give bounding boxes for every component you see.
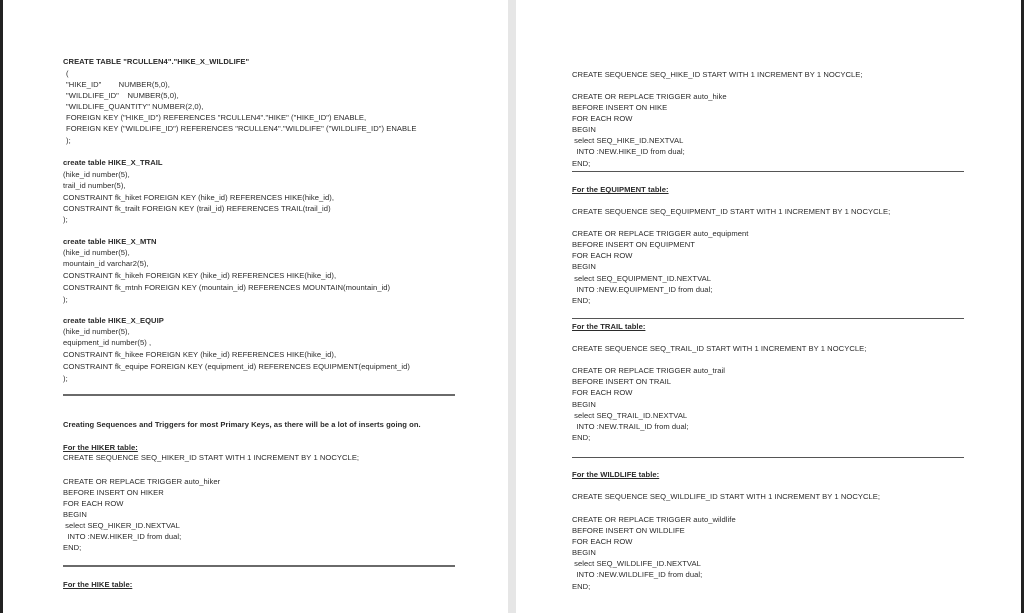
code-line: END; (572, 433, 591, 442)
code-line: END; (572, 159, 591, 168)
code-line: "WILDLIFE_ID" NUMBER(5,0), (66, 91, 179, 100)
code-line: BEGIN (572, 125, 596, 134)
code-line: CREATE OR REPLACE TRIGGER auto_trail (572, 366, 726, 375)
code-line: END; (572, 296, 591, 305)
code-line: select SEQ_WILDLIFE_ID.NEXTVAL (572, 559, 701, 568)
code-line: INTO :NEW.WILDLIFE_ID from dual; (572, 570, 703, 579)
code-line: END; (572, 582, 591, 591)
code-line: mountain_id varchar2(5), (63, 259, 149, 268)
wildlife-table-heading: For the WILDLIFE table: (572, 470, 660, 479)
code-line: (hike_id number(5), (63, 248, 130, 257)
code-line: CREATE OR REPLACE TRIGGER auto_hiker (63, 477, 221, 486)
code-line: CONSTRAINT fk_mtnh FOREIGN KEY (mountain_id) REFERENCES MOUNTAIN(mountain_id) (63, 283, 391, 292)
code-line: (hike_id number(5), (63, 170, 130, 179)
code-line: CONSTRAINT fk_equipe FOREIGN KEY (equipment_id) REFERENCES EQUIPMENT(equipment_id) (63, 362, 410, 371)
trail-table-heading: For the TRAIL table: (572, 322, 646, 331)
code-line: create table HIKE_X_EQUIP (63, 316, 164, 325)
code-line: CREATE OR REPLACE TRIGGER auto_wildlife (572, 515, 736, 524)
horizontal-divider (63, 394, 455, 396)
code-line: CREATE OR REPLACE TRIGGER auto_equipment (572, 229, 749, 238)
code-line: BEFORE INSERT ON HIKE (572, 103, 668, 112)
code-line: FOR EACH ROW (572, 251, 633, 260)
code-line: END; (63, 543, 82, 552)
code-line: FOREIGN KEY ("WILDLIFE_ID") REFERENCES "RCULLEN4"."WILDLIFE" ("WILDLIFE_ID") ENABLE (66, 124, 417, 133)
code-line: INTO :NEW.HIKE_ID from dual; (572, 147, 685, 156)
code-line: INTO :NEW.TRAIL_ID from dual; (572, 422, 689, 431)
code-line: FOR EACH ROW (572, 537, 633, 546)
code-line: trail_id number(5), (63, 181, 126, 190)
code-line: (hike_id number(5), (63, 327, 130, 336)
code-line: BEGIN (572, 400, 596, 409)
document-page-left (0, 0, 508, 613)
code-line: CONSTRAINT fk_hikee FOREIGN KEY (hike_id) REFERENCES HIKE(hike_id), (63, 350, 337, 359)
code-line: ); (63, 215, 68, 224)
code-line: BEGIN (572, 548, 596, 557)
code-line: CONSTRAINT fk_trailt FOREIGN KEY (trail_id) REFERENCES TRAIL(trail_id) (63, 204, 331, 213)
code-line: FOREIGN KEY ("HIKE_ID") REFERENCES "RCULLEN4"."HIKE" ("HIKE_ID") ENABLE, (66, 113, 367, 122)
code-line: BEFORE INSERT ON WILDLIFE (572, 526, 685, 535)
hike-table-heading: For the HIKE table: (63, 580, 133, 589)
code-line: BEFORE INSERT ON HIKER (63, 488, 164, 497)
horizontal-divider (572, 457, 964, 458)
document-page-right (516, 0, 1024, 613)
sequences-heading: Creating Sequences and Triggers for most Primary Keys, as there will be a lot of inserts going on. (63, 420, 421, 429)
code-line: create table HIKE_X_TRAIL (63, 158, 163, 167)
code-line: INTO :NEW.HIKER_ID from dual; (63, 532, 182, 541)
code-line: CREATE SEQUENCE SEQ_WILDLIFE_ID START WITH 1 INCREMENT BY 1 NOCYCLE; (572, 492, 881, 501)
code-line: BEFORE INSERT ON EQUIPMENT (572, 240, 695, 249)
code-line: CREATE SEQUENCE SEQ_TRAIL_ID START WITH 1 INCREMENT BY 1 NOCYCLE; (572, 344, 867, 353)
code-line: CREATE SEQUENCE SEQ_HIKER_ID START WITH 1 INCREMENT BY 1 NOCYCLE; (63, 453, 360, 462)
code-line: CONSTRAINT fk_hiket FOREIGN KEY (hike_id) REFERENCES HIKE(hike_id), (63, 193, 335, 202)
code-line: CREATE SEQUENCE SEQ_EQUIPMENT_ID START WITH 1 INCREMENT BY 1 NOCYCLE; (572, 207, 891, 216)
code-line: create table HIKE_X_MTN (63, 237, 157, 246)
horizontal-divider (63, 565, 455, 567)
horizontal-divider (572, 318, 964, 319)
code-line: BEGIN (572, 262, 596, 271)
code-line: select SEQ_HIKER_ID.NEXTVAL (63, 521, 180, 530)
code-line: "WILDLIFE_QUANTITY" NUMBER(2,0), (66, 102, 204, 111)
code-line: ); (66, 136, 71, 145)
code-line: ); (63, 295, 68, 304)
equipment-table-heading: For the EQUIPMENT table: (572, 185, 669, 194)
hiker-table-heading: For the HIKER table: (63, 443, 138, 452)
code-line: ); (63, 374, 68, 383)
code-line: FOR EACH ROW (63, 499, 124, 508)
code-line: BEFORE INSERT ON TRAIL (572, 377, 671, 386)
code-line: select SEQ_EQUIPMENT_ID.NEXTVAL (572, 274, 712, 283)
code-line: equipment_id number(5) , (63, 338, 152, 347)
code-line: CREATE OR REPLACE TRIGGER auto_hike (572, 92, 727, 101)
code-line: select SEQ_TRAIL_ID.NEXTVAL (572, 411, 688, 420)
code-line: CREATE TABLE "RCULLEN4"."HIKE_X_WILDLIFE" (63, 57, 250, 66)
code-line: CONSTRAINT fk_hikeh FOREIGN KEY (hike_id) REFERENCES HIKE(hike_id), (63, 271, 337, 280)
horizontal-divider (572, 171, 964, 172)
code-line: FOR EACH ROW (572, 114, 633, 123)
page-border-left (0, 0, 3, 613)
code-line: select SEQ_HIKE_ID.NEXTVAL (572, 136, 684, 145)
code-line: "HIKE_ID" NUMBER(5,0), (66, 80, 170, 89)
code-line: CREATE SEQUENCE SEQ_HIKE_ID START WITH 1 INCREMENT BY 1 NOCYCLE; (572, 70, 863, 79)
code-line: BEGIN (63, 510, 87, 519)
code-line: FOR EACH ROW (572, 388, 633, 397)
code-line: ( (66, 69, 69, 78)
code-line: INTO :NEW.EQUIPMENT_ID from dual; (572, 285, 713, 294)
